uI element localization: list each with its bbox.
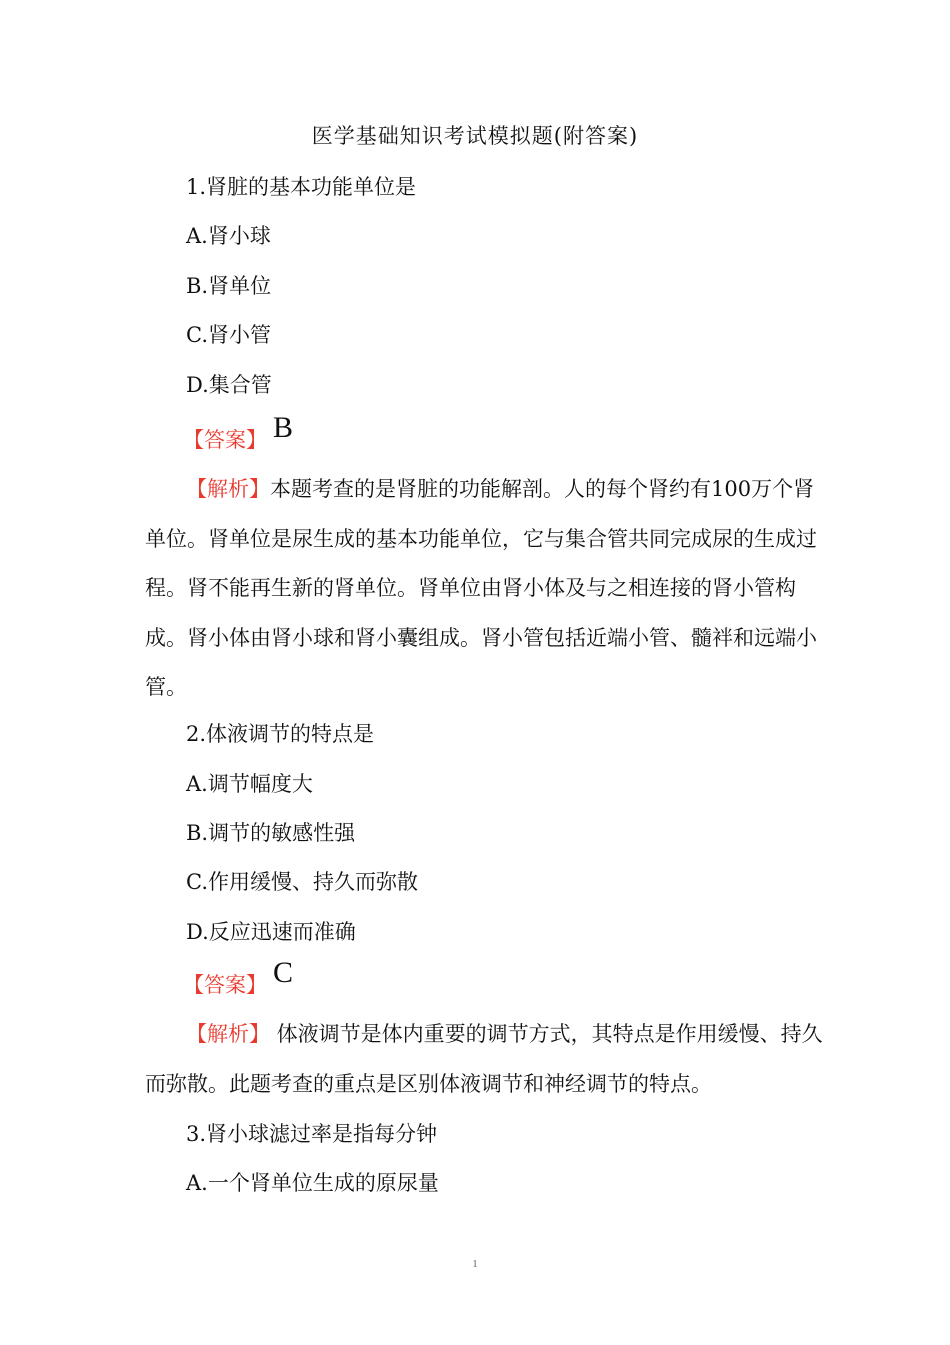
analysis-text: 本题考查的是肾脏的功能解剖。人的每个肾约有100万个肾单位。肾单位是尿生成的基本功能单位，它与集合管共同完成尿的生成过程。肾不能再生新的肾单位。肾单位由肾小体及与之相连接的肾小管构成。肾小体由肾小球和肾小囊组成。肾小管包括近端小管、髓袢和远端小管。 [145, 477, 817, 699]
question-1-analysis [145, 465, 825, 713]
question-2-answer [183, 956, 294, 1000]
question-2-option-c: C.作用缓慢、持久而弥散 [186, 870, 418, 894]
question-2-option-a: A.调节幅度大 [186, 772, 313, 796]
answer-tag: 【答案】 [183, 973, 267, 997]
analysis-text: 体液调节是体内重要的调节方式，其特点是作用缓慢、持久而弥散。此题考查的重点是区别体液调节和神经调节的特点。 [145, 1022, 823, 1096]
question-1-stem: 1.肾脏的基本功能单位是 [186, 175, 417, 199]
question-3-option-a: A.一个肾单位生成的原尿量 [186, 1171, 439, 1195]
analysis-tag: 【解析】 [186, 1022, 270, 1046]
question-2-analysis [145, 1010, 825, 1109]
answer-letter: C [273, 956, 294, 989]
question-2-stem: 2.体液调节的特点是 [186, 722, 375, 746]
question-2-option-d: D.反应迅速而准确 [186, 920, 356, 944]
question-1-option-b: B.肾单位 [186, 274, 272, 298]
question-2-option-b: B.调节的敏感性强 [186, 821, 356, 845]
question-1-option-a: A.肾小球 [186, 224, 271, 248]
answer-tag: 【答案】 [183, 428, 267, 452]
question-3-stem: 3.肾小球滤过率是指每分钟 [186, 1122, 438, 1146]
question-1-option-d: D.集合管 [186, 373, 272, 397]
question-1-answer [183, 411, 294, 455]
analysis-tag: 【解析】 [186, 477, 270, 501]
answer-letter: B [273, 411, 294, 444]
question-1-option-c: C.肾小管 [186, 323, 271, 347]
page-number: 1 [472, 1258, 478, 1270]
document-title: 医学基础知识考试模拟题(附答案) [311, 124, 639, 148]
